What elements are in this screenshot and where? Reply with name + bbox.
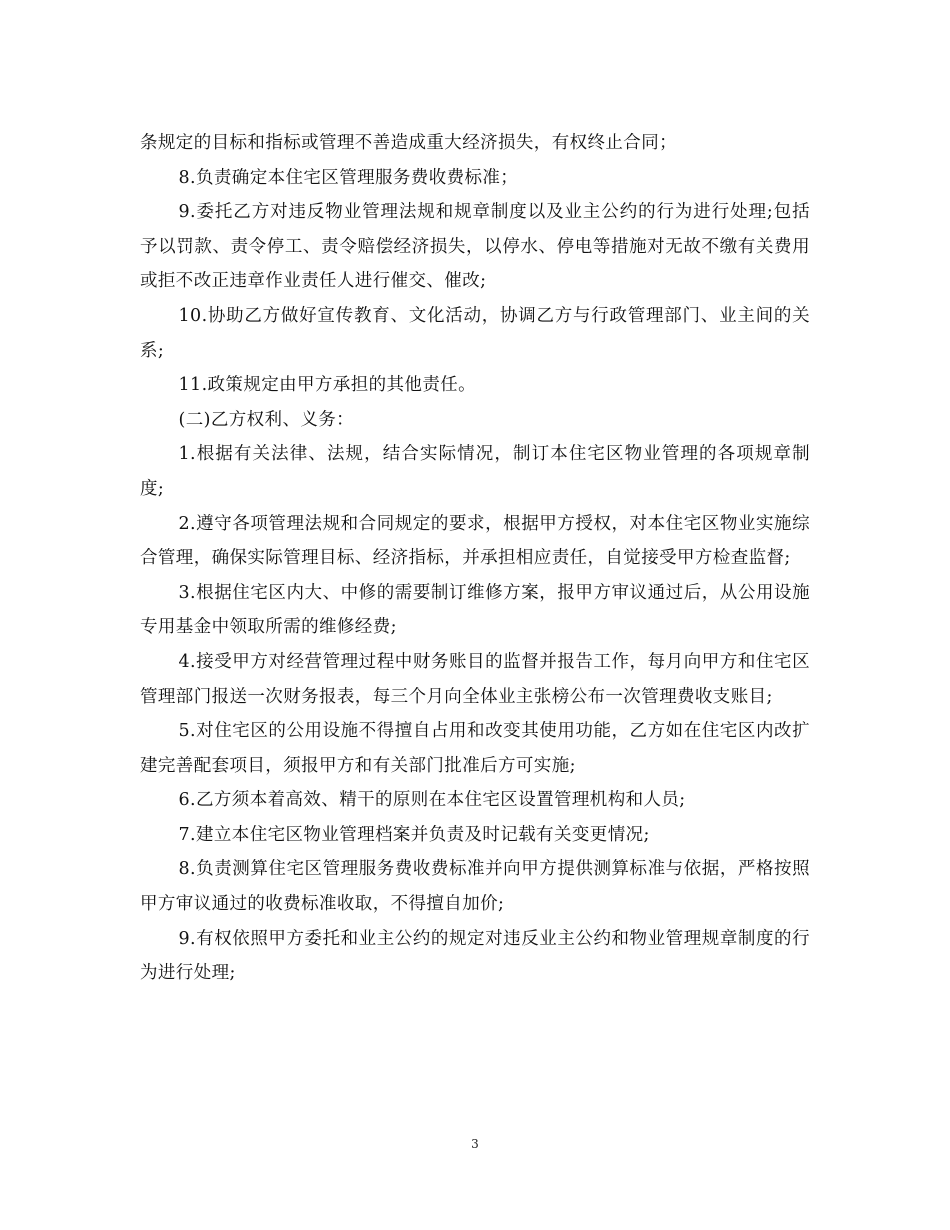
paragraph: (二)乙方权利、义务： [178,409,355,430]
paragraph: 11.政策规定由甲方承担的其他责任。 [178,375,477,396]
page-number: 3 [471,1137,479,1151]
paragraph: 8.负责测算住宅区管理服务费收费标准并向甲方提供测算标准与依据，严格按照甲方审议通过的收费标准收取，不得擅自加价; [140,859,810,915]
paragraph: 3.根据住宅区内大、中修的需要制订维修方案，报甲方审议通过后，从公用设施专用基金中领取所需的维修经费; [140,582,810,638]
paragraph: 2.遵守各项管理法规和合同规定的要求，根据甲方授权，对本住宅区物业实施综合管理，确保实际管理目标、经济指标，并承担相应责任，自觉接受甲方检查监督; [140,513,810,569]
paragraph: 5.对住宅区的公用设施不得擅自占用和改变其使用功能，乙方如在住宅区内改扩建完善配套项目，须报甲方和有关部门批准后方可实施; [140,721,810,776]
paragraph: 9.委托乙方对违反物业管理法规和规章制度以及业主公约的行为进行处理;包括予以罚款、责令停工、责令赔偿经济损失，以停水、停电等措施对无故不缴有关费用或拒不改正违章作业责任人进行催交、催改; [140,202,810,292]
paragraph: 8.负责确定本住宅区管理服务费收费标准； [178,167,519,188]
document-body [140,126,810,991]
paragraph: 9.有权依照甲方委托和业主公约的规定对违反业主公约和物业管理规章制度的行为进行处理; [140,928,810,984]
paragraph: 条规定的目标和指标或管理不善造成重大经济损失，有权终止合同； [140,133,677,153]
paragraph: 7.建立本住宅区物业管理档案并负责及时记载有关变更情况; [178,824,650,845]
paragraph: 4.接受甲方对经营管理过程中财务账目的监督并报告工作，每月向甲方和住宅区管理部门报送一次财务报表，每三个月向全体业主张榜公布一次管理费收支账目; [140,651,810,707]
paragraph: 1.根据有关法律、法规，结合实际情况，制订本住宅区物业管理的各项规章制度; [140,444,810,499]
paragraph: 10.协助乙方做好宣传教育、文化活动，协调乙方与行政管理部门、业主间的关系; [140,305,810,361]
paragraph: 6.乙方须本着高效、精干的原则在本住宅区设置管理机构和人员; [178,790,686,811]
